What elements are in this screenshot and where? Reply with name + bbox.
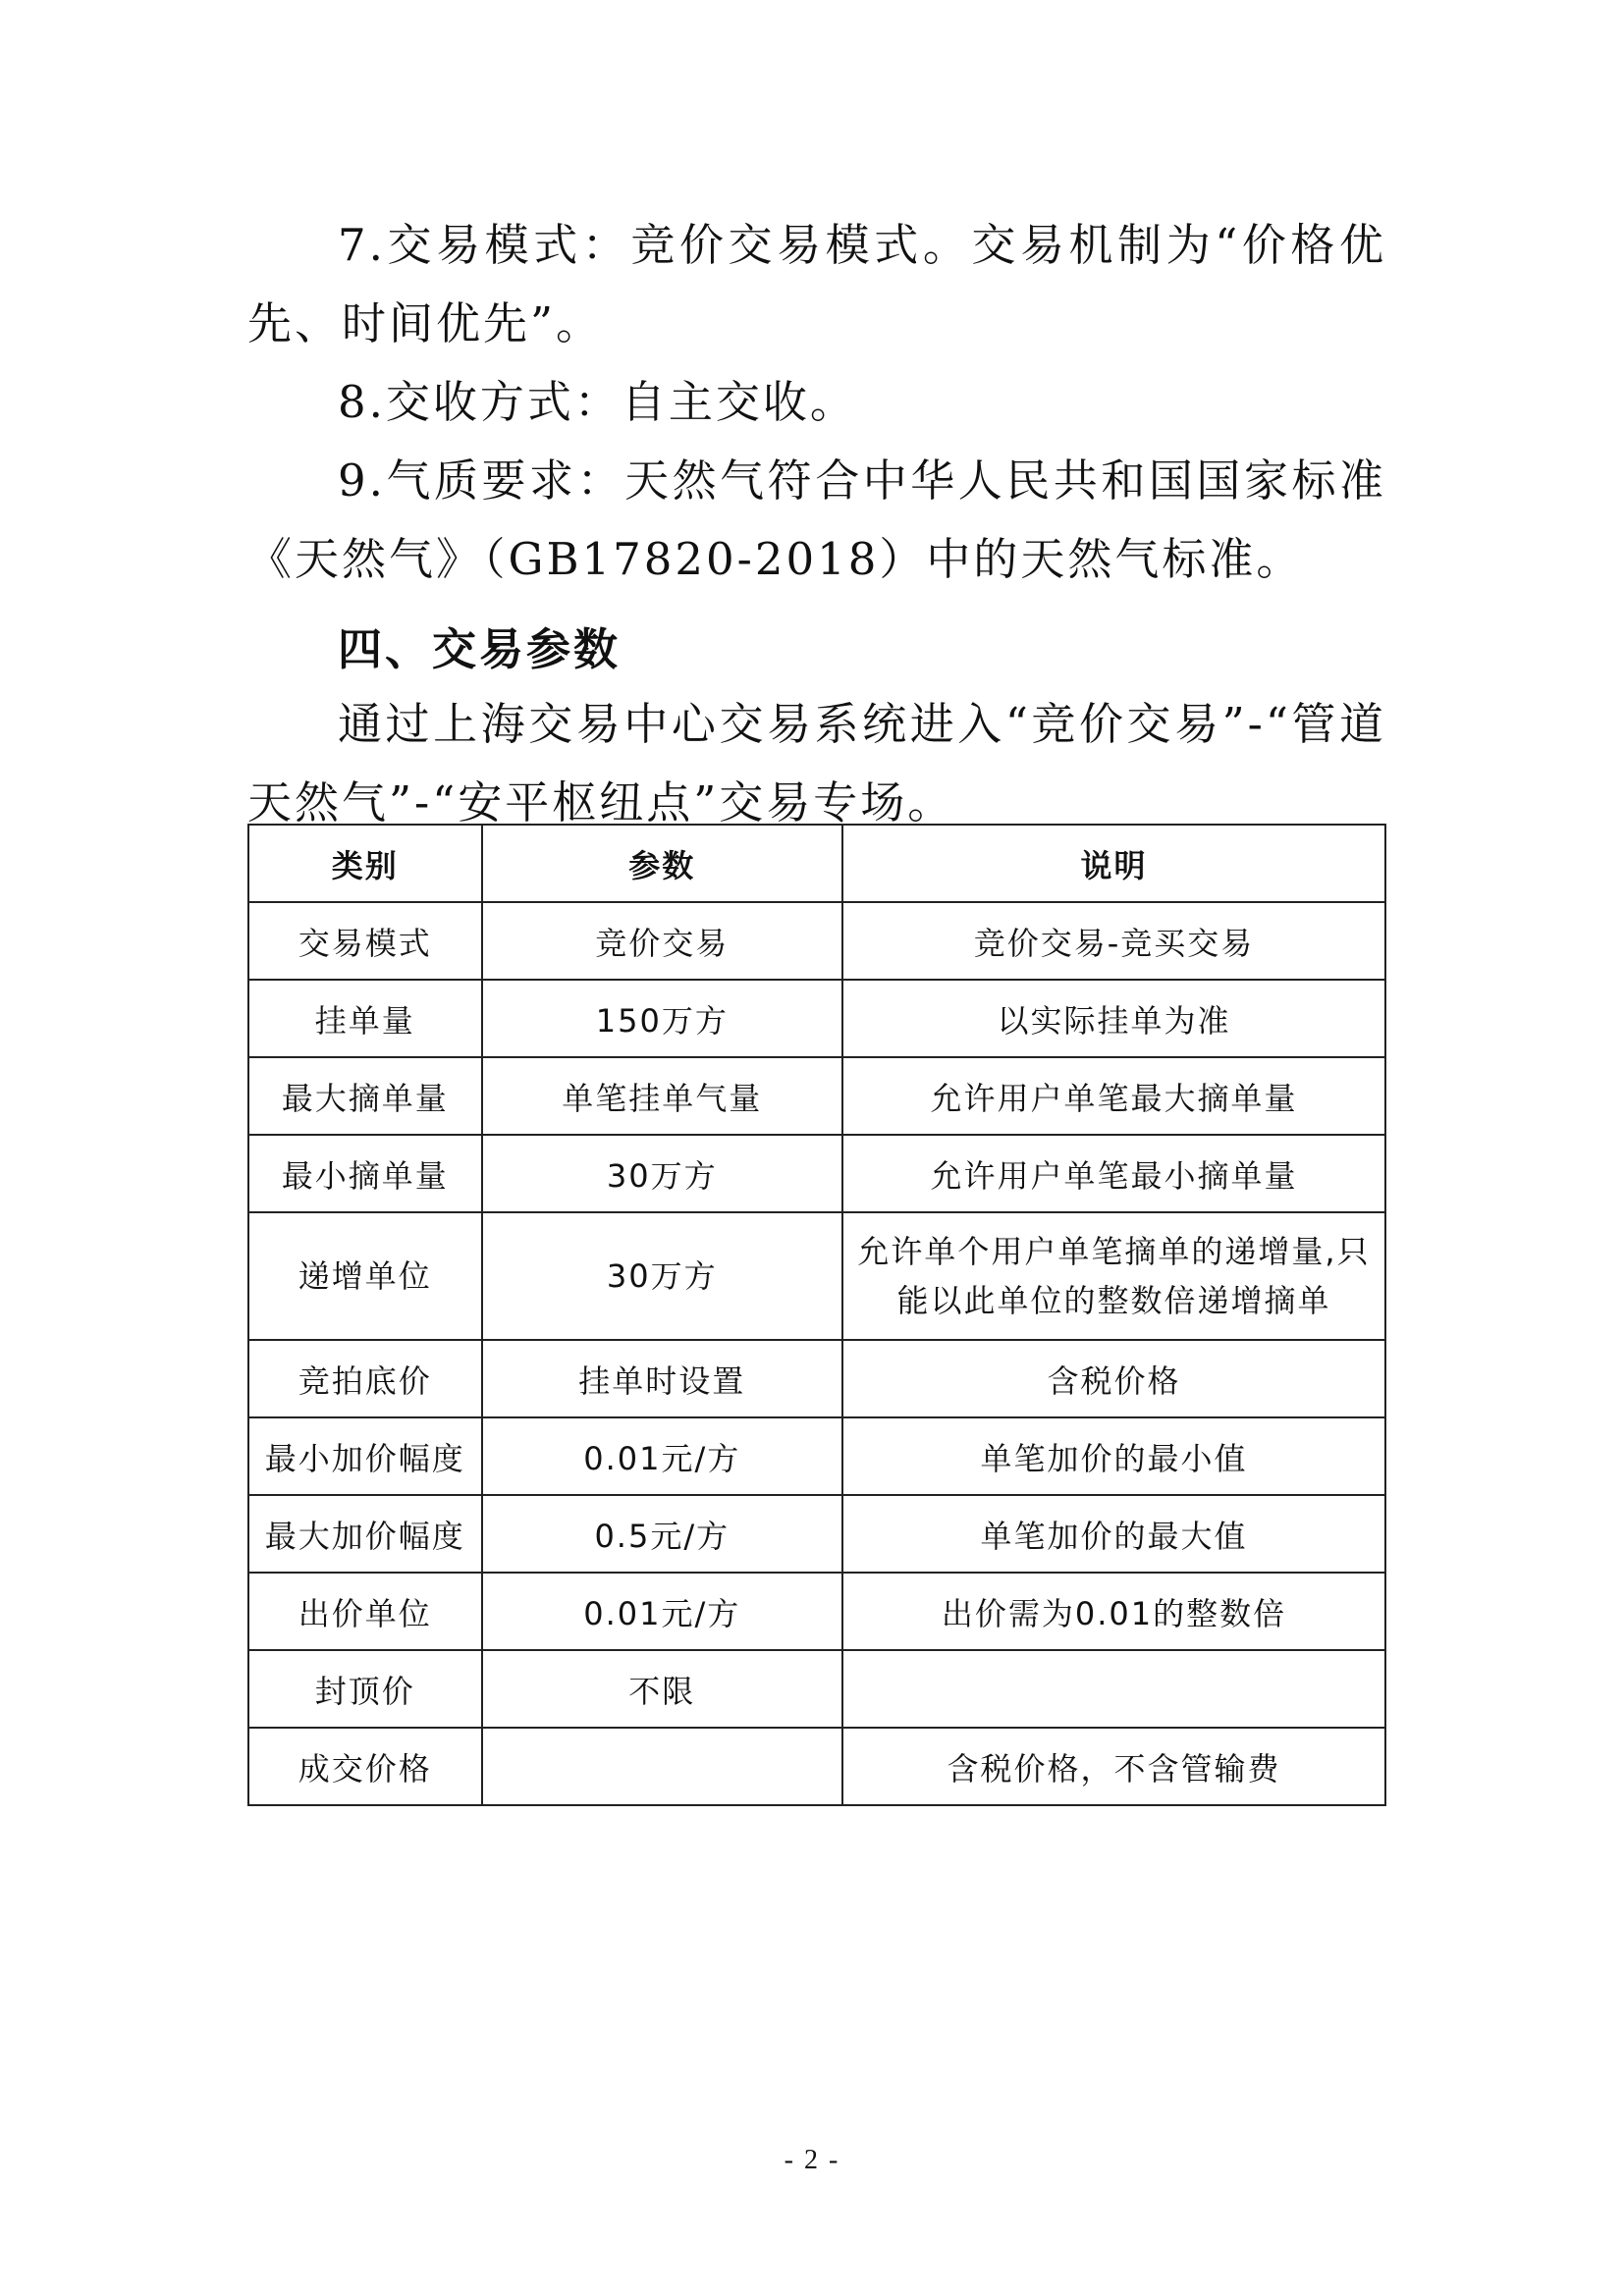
cell-category: 封顶价 [248, 1650, 482, 1728]
cell-category: 最小摘单量 [248, 1135, 482, 1212]
cell-description: 单笔加价的最小值 [842, 1417, 1385, 1495]
cell-description: 含税价格，不含管输费 [842, 1728, 1385, 1805]
header-parameter: 参数 [482, 825, 842, 902]
cell-parameter: 单笔挂单气量 [482, 1057, 842, 1135]
table-header-row [248, 825, 1385, 902]
cell-parameter: 挂单时设置 [482, 1340, 842, 1417]
cell-parameter: 不限 [482, 1650, 842, 1728]
cell-description: 允许用户单笔最大摘单量 [842, 1057, 1385, 1135]
cell-category: 最小加价幅度 [248, 1417, 482, 1495]
cell-parameter: 30万方 [482, 1212, 842, 1340]
paragraph-gas-quality: 9.气质要求：天然气符合中华人民共和国国家标准《天然气》（GB17820-2018）中的天然气标准。 [247, 454, 1386, 585]
cell-parameter: 0.5元/方 [482, 1495, 842, 1573]
cell-description: 以实际挂单为准 [842, 980, 1385, 1057]
paragraph-intro: 通过上海交易中心交易系统进入“竞价交易”-“管道天然气”-“安平枢纽点”交易专场。 [247, 698, 1386, 828]
cell-parameter: 0.01元/方 [482, 1417, 842, 1495]
cell-parameter: 150万方 [482, 980, 842, 1057]
cell-description: 允许单个用户单笔摘单的递增量,只能以此单位的整数倍递增摘单 [842, 1212, 1385, 1340]
cell-description: 竞价交易-竞买交易 [842, 902, 1385, 980]
header-category: 类别 [248, 825, 482, 902]
table-row [248, 1650, 1385, 1728]
table-row [248, 1728, 1385, 1805]
cell-category: 挂单量 [248, 980, 482, 1057]
table-row [248, 1417, 1385, 1495]
cell-category: 出价单位 [248, 1573, 482, 1650]
table-row [248, 1057, 1385, 1135]
cell-parameter: 0.01元/方 [482, 1573, 842, 1650]
table-row [248, 1573, 1385, 1650]
cell-parameter [482, 1728, 842, 1805]
cell-description: 含税价格 [842, 1340, 1385, 1417]
header-description: 说明 [842, 825, 1385, 902]
table-row [248, 1495, 1385, 1573]
cell-parameter: 30万方 [482, 1135, 842, 1212]
cell-category: 成交价格 [248, 1728, 482, 1805]
page-number: - 2 - [784, 2145, 840, 2175]
cell-category: 竞拍底价 [248, 1340, 482, 1417]
cell-category: 交易模式 [248, 902, 482, 980]
trading-parameters-table [247, 824, 1386, 1806]
cell-parameter: 竞价交易 [482, 902, 842, 980]
cell-description: 单笔加价的最大值 [842, 1495, 1385, 1573]
cell-description: 出价需为0.01的整数倍 [842, 1573, 1385, 1650]
table-row [248, 1212, 1385, 1340]
table-row [248, 1340, 1385, 1417]
paragraph-trading-mode: 7.交易模式：竞价交易模式。交易机制为“价格优先、时间优先”。 [247, 219, 1386, 349]
cell-description: 允许用户单笔最小摘单量 [842, 1135, 1385, 1212]
section-heading: 四、交易参数 [338, 623, 622, 675]
cell-category: 最大加价幅度 [248, 1495, 482, 1573]
cell-category: 递增单位 [248, 1212, 482, 1340]
cell-description [842, 1650, 1385, 1728]
table-row [248, 902, 1385, 980]
paragraph-delivery-method: 8.交收方式：自主交收。 [338, 376, 857, 428]
table-row [248, 1135, 1385, 1212]
table-row [248, 980, 1385, 1057]
cell-category: 最大摘单量 [248, 1057, 482, 1135]
